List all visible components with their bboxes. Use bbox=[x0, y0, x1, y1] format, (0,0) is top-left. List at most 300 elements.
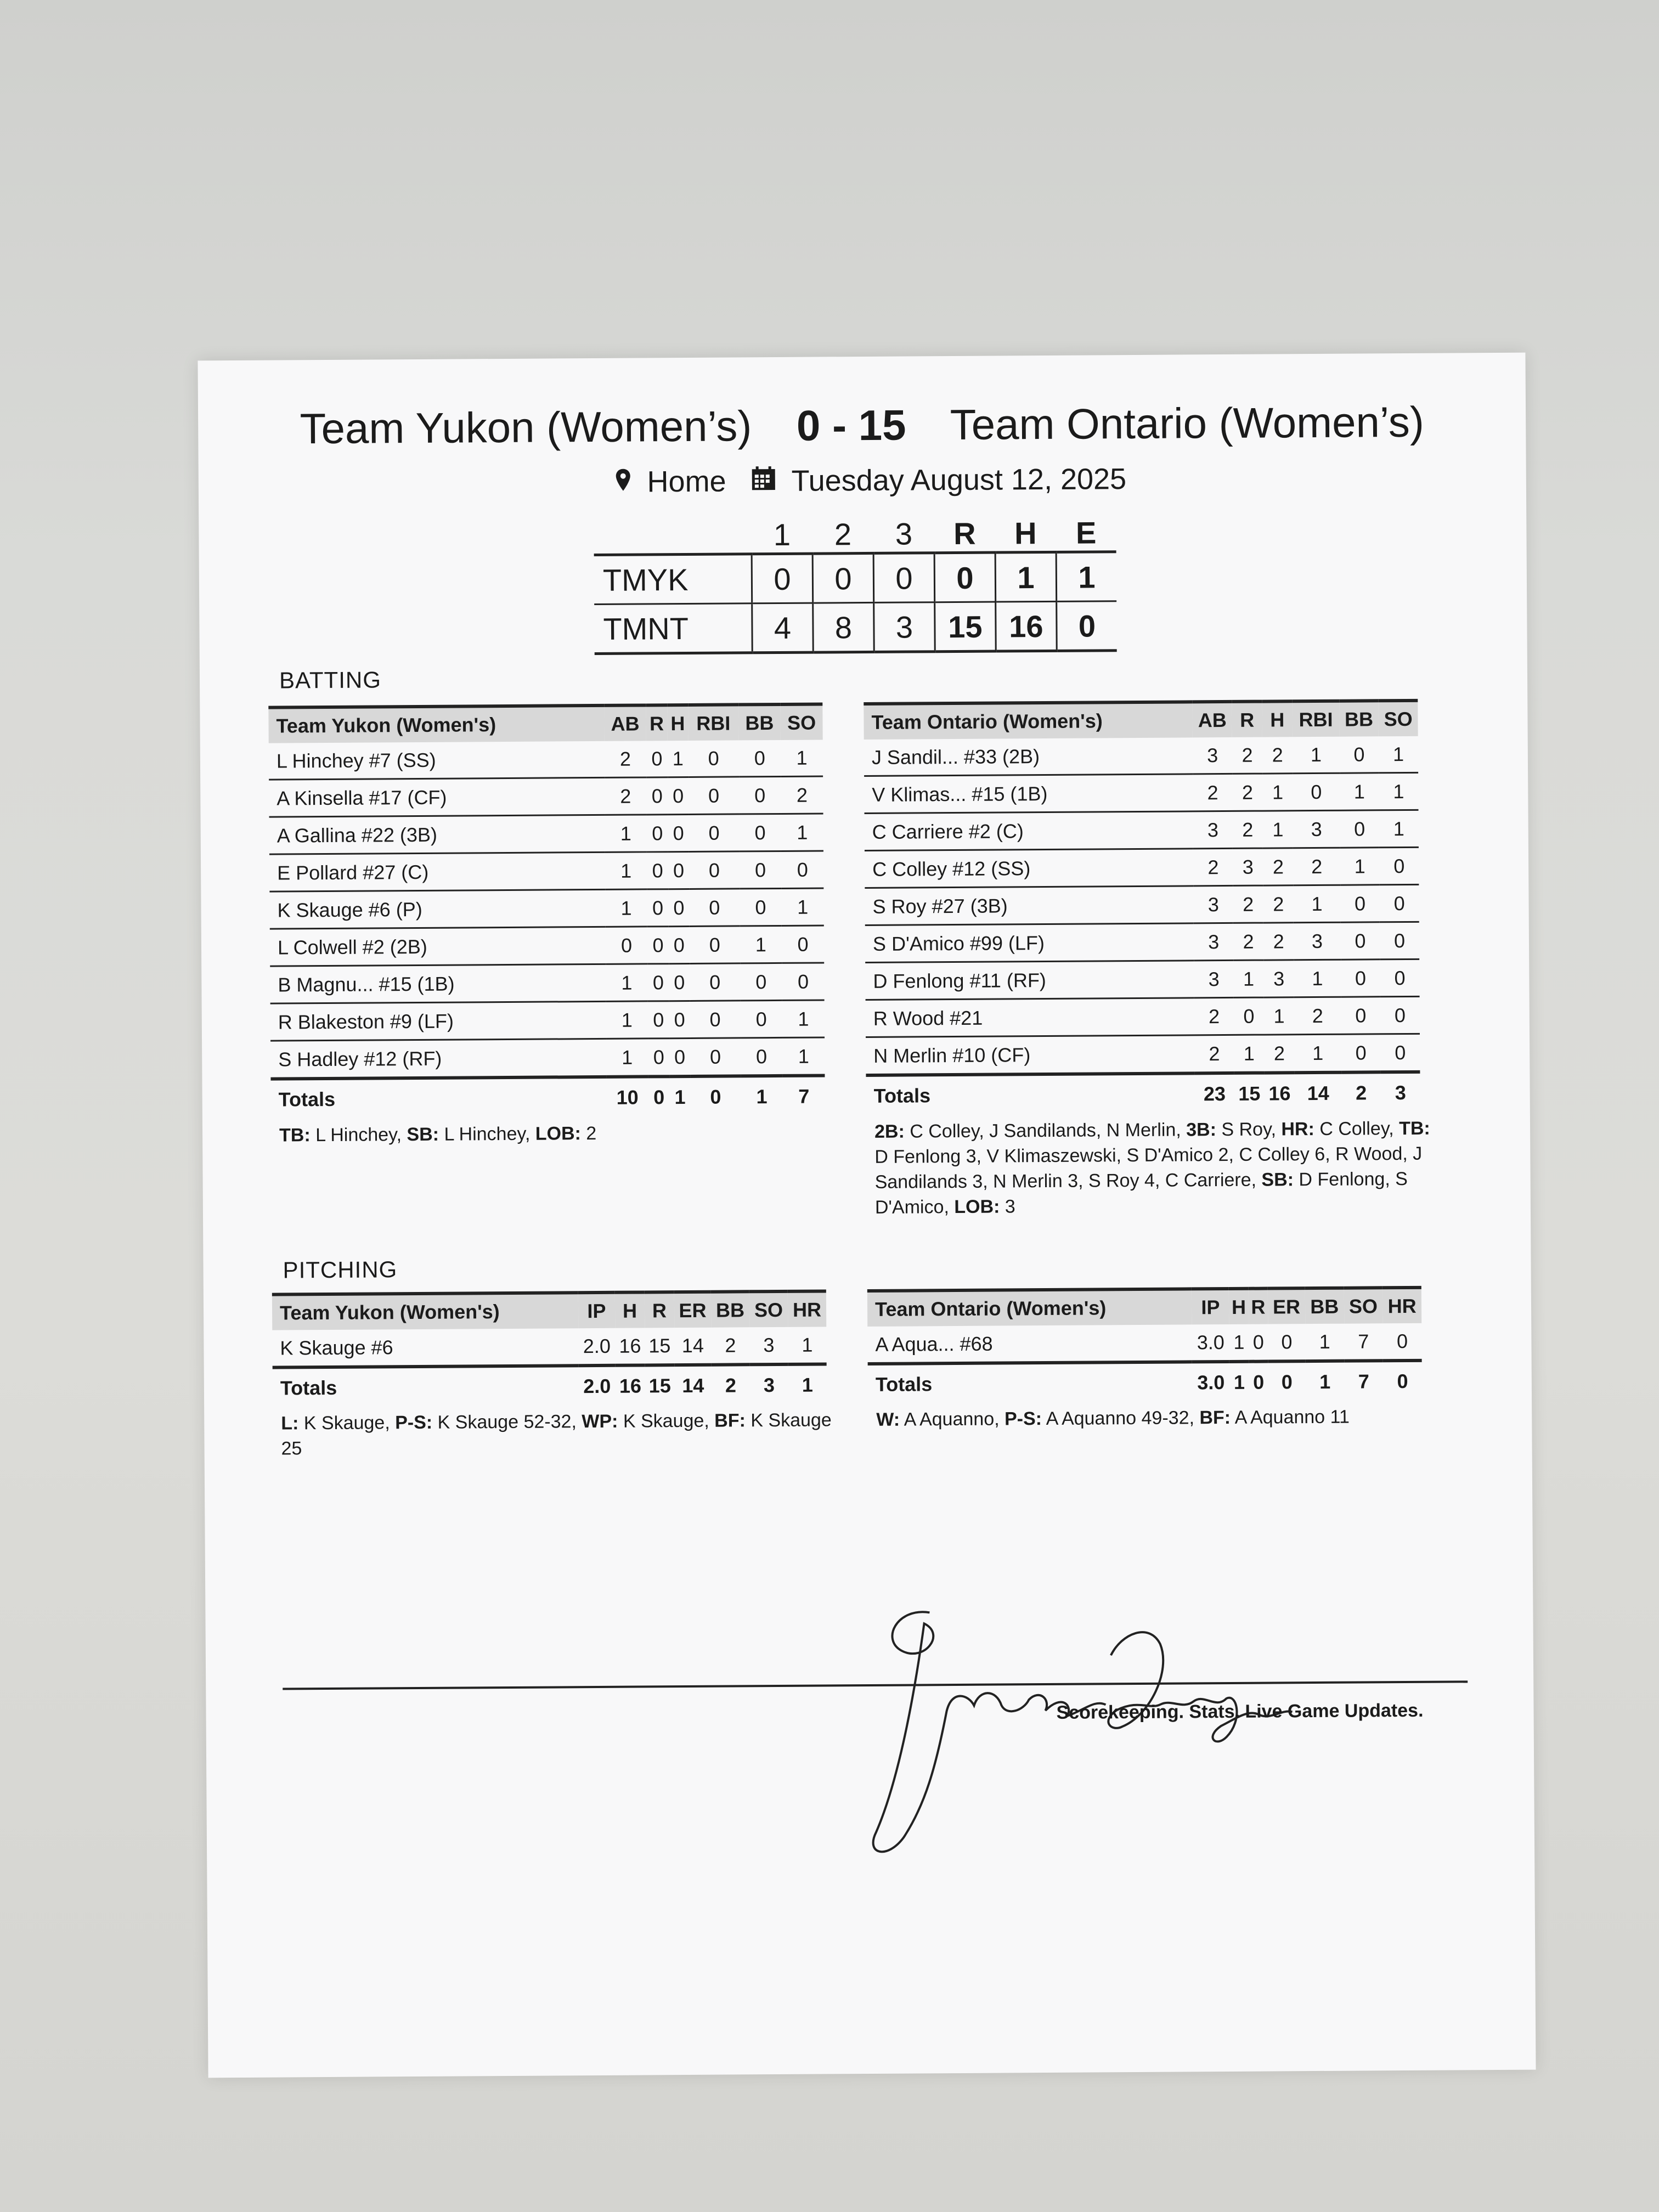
col-header: SO bbox=[749, 1291, 788, 1327]
stat-cell: 15 bbox=[645, 1328, 674, 1365]
stat-cell: 0 bbox=[1340, 810, 1379, 848]
table-row bbox=[269, 851, 823, 891]
stat-cell: 0 bbox=[1340, 922, 1380, 960]
player-name-cell: S Hadley #12 (RF) bbox=[270, 1039, 606, 1079]
note-text: S Roy, bbox=[1216, 1119, 1282, 1141]
totals-label: Totals bbox=[868, 1362, 1193, 1404]
stat-cell: 0 bbox=[689, 814, 740, 852]
stat-cell: 2 bbox=[1233, 885, 1263, 923]
team-header: Team Yukon (Women's) bbox=[272, 1293, 578, 1330]
col-header: R bbox=[1232, 702, 1262, 737]
stat-cell: 0 bbox=[1380, 884, 1419, 922]
stat-cell: 0 bbox=[781, 851, 823, 888]
stat-cell: 0 bbox=[1380, 1034, 1420, 1072]
total-cell: 16 bbox=[1265, 1073, 1295, 1113]
total-cell: 3 bbox=[1381, 1072, 1420, 1112]
stat-cell: 3 bbox=[749, 1327, 788, 1364]
hits-cell: 16 bbox=[996, 601, 1057, 651]
stat-cell: 2 bbox=[1232, 737, 1263, 774]
stat-cell: 0 bbox=[1380, 922, 1419, 959]
col-header: H bbox=[1229, 1289, 1249, 1324]
col-header: H bbox=[667, 705, 689, 741]
col-header: R bbox=[646, 705, 668, 741]
total-cell: 0 bbox=[1383, 1361, 1422, 1401]
note-text: A Aquanno 11 bbox=[1230, 1406, 1350, 1428]
col-header: BB bbox=[1305, 1288, 1344, 1324]
note-label: 3B: bbox=[1186, 1119, 1217, 1141]
errors-cell: 1 bbox=[1056, 552, 1116, 602]
team-header: Team Ontario (Women's) bbox=[864, 702, 1193, 740]
stat-cell: 1 bbox=[788, 1327, 826, 1364]
inning-header: 3 bbox=[895, 516, 913, 551]
note-label: BF: bbox=[1199, 1407, 1231, 1429]
total-cell: 1 bbox=[669, 1076, 691, 1116]
player-name-cell: A Gallina #22 (3B) bbox=[269, 815, 605, 854]
stat-cell: 0 bbox=[740, 888, 782, 926]
stat-cell: 1 bbox=[781, 740, 823, 776]
player-name-cell: A Aqua... #68 bbox=[867, 1324, 1192, 1364]
stat-cell: 0 bbox=[605, 927, 647, 964]
stat-cell: 3 bbox=[1263, 960, 1294, 997]
table-row bbox=[270, 1037, 825, 1079]
note-label: HR: bbox=[1281, 1119, 1314, 1140]
total-cell: 0 bbox=[648, 1076, 670, 1116]
col-header: SO bbox=[1379, 701, 1418, 736]
stat-cell: 0 bbox=[690, 1001, 741, 1039]
note-text: K Skauge 25 bbox=[281, 1409, 837, 1459]
stat-cell: 0 bbox=[1341, 997, 1380, 1034]
total-cell: 23 bbox=[1195, 1073, 1234, 1113]
col-header: R bbox=[1249, 1289, 1268, 1324]
stat-cell: 2 bbox=[604, 741, 646, 777]
total-cell: 0 bbox=[1249, 1362, 1268, 1402]
total-cell: 16 bbox=[616, 1365, 645, 1405]
player-name-cell: C Carriere #2 (C) bbox=[865, 811, 1194, 851]
stat-cell: 1 bbox=[1263, 811, 1294, 848]
yukon-batting-notes bbox=[279, 1119, 839, 1148]
stat-cell: 0 bbox=[1380, 959, 1419, 996]
note-label: W: bbox=[876, 1409, 900, 1430]
stat-cell: 2 bbox=[1264, 1035, 1295, 1073]
stat-cell: 1 bbox=[1293, 737, 1340, 774]
table-row bbox=[270, 963, 824, 1003]
stat-cell: 3 bbox=[1233, 848, 1263, 885]
stat-cell: 0 bbox=[668, 777, 689, 814]
team-abbrev: TMNT bbox=[594, 603, 752, 654]
col-header: SO bbox=[1344, 1288, 1383, 1323]
stat-cell: 2 bbox=[1233, 923, 1264, 960]
col-header: HR bbox=[788, 1291, 826, 1327]
stat-cell: 0 bbox=[1341, 960, 1380, 997]
table-row bbox=[270, 1000, 825, 1041]
table-row bbox=[865, 959, 1419, 1000]
stat-cell: 3.0 bbox=[1192, 1324, 1229, 1362]
batting-section-title: BATTING bbox=[279, 667, 382, 693]
stat-cell: 0 bbox=[668, 926, 690, 963]
totals-label: Totals bbox=[866, 1073, 1195, 1115]
stat-cell: 1 bbox=[740, 926, 782, 963]
stat-cell: 1 bbox=[1379, 736, 1418, 773]
stat-cell: 1 bbox=[782, 1000, 825, 1037]
total-cell: 2.0 bbox=[578, 1365, 616, 1406]
note-text: A Aquanno, bbox=[899, 1408, 1005, 1430]
total-cell: 14 bbox=[1295, 1073, 1342, 1113]
note-text: D Fenlong 3, V Klimaszewski, S D'Amico 2, C Colley 6, R Wood, J Sandilands 3, N Merlin 3, S Roy 4, C Carriere, bbox=[874, 1118, 1436, 1193]
stat-cell: 2 bbox=[1194, 997, 1234, 1035]
stat-cell: 1 bbox=[606, 964, 648, 1001]
stat-cell: 0 bbox=[1339, 736, 1379, 773]
col-header: ER bbox=[1268, 1288, 1305, 1324]
player-name-cell: J Sandil... #33 (2B) bbox=[864, 737, 1193, 776]
errors-cell: 0 bbox=[1057, 601, 1117, 651]
yukon-batting-table bbox=[268, 702, 825, 1119]
inning-header: 2 bbox=[834, 516, 852, 551]
player-name-cell: R Blakeston #9 (LF) bbox=[270, 1001, 606, 1041]
stat-cell: 2 bbox=[1263, 848, 1294, 885]
ontario-batting-notes bbox=[874, 1116, 1435, 1220]
note-text: L Hinchey, bbox=[438, 1123, 535, 1145]
stat-cell: 2 bbox=[1194, 1035, 1234, 1073]
stat-cell: 0 bbox=[647, 815, 668, 852]
col-header: HR bbox=[1383, 1288, 1421, 1323]
table-row bbox=[272, 1327, 826, 1367]
final-score: 0 - 15 bbox=[796, 400, 906, 450]
team-header: Team Ontario (Women's) bbox=[867, 1289, 1192, 1327]
map-pin-icon bbox=[614, 465, 631, 499]
stat-cell: 0 bbox=[1341, 1034, 1381, 1073]
inning-cell: 0 bbox=[873, 553, 935, 603]
note-label: LOB: bbox=[954, 1196, 1000, 1218]
player-name-cell: L Hinchey #7 (SS) bbox=[269, 741, 605, 780]
stat-cell: 1 bbox=[781, 814, 823, 851]
stat-cell: 0 bbox=[1383, 1323, 1422, 1361]
total-cell: 0 bbox=[1268, 1361, 1306, 1401]
ontario-pitching-table bbox=[867, 1286, 1422, 1404]
table-row bbox=[865, 847, 1419, 888]
stat-cell: 2.0 bbox=[578, 1328, 616, 1365]
stat-cell: 0 bbox=[739, 814, 781, 851]
stat-cell: 3 bbox=[1293, 810, 1340, 848]
inning-cell: 0 bbox=[752, 554, 813, 603]
stat-cell: 0 bbox=[647, 927, 669, 964]
footer-tagline: Scorekeeping. Stats. Live Game Updates. bbox=[1056, 1700, 1424, 1723]
hits-header: H bbox=[1014, 515, 1037, 550]
note-label: P-S: bbox=[1004, 1408, 1042, 1430]
total-cell: 1 bbox=[1306, 1361, 1345, 1401]
stat-cell: 3 bbox=[1193, 737, 1232, 774]
table-row bbox=[866, 1034, 1420, 1075]
stat-cell: 1 bbox=[667, 741, 689, 777]
stat-cell: 16 bbox=[615, 1328, 645, 1365]
inning-cell: 0 bbox=[812, 553, 874, 603]
total-cell: 3 bbox=[750, 1364, 788, 1404]
col-header: BB bbox=[1339, 701, 1379, 736]
col-header: BB bbox=[738, 704, 781, 740]
total-cell: 1 bbox=[1229, 1362, 1249, 1402]
note-label: LOB: bbox=[535, 1123, 582, 1144]
player-name-cell: R Wood #21 bbox=[866, 998, 1195, 1037]
col-header: BB bbox=[711, 1291, 749, 1327]
table-row bbox=[270, 926, 824, 966]
col-header: RBI bbox=[1293, 701, 1340, 737]
stat-cell: 0 bbox=[648, 1001, 669, 1039]
note-label: 2B: bbox=[874, 1121, 905, 1142]
line-score-header bbox=[594, 514, 1116, 555]
total-cell: 10 bbox=[606, 1076, 648, 1116]
note-label: WP: bbox=[582, 1410, 618, 1432]
note-text: D Fenlong, S D'Amico, bbox=[874, 1168, 1413, 1218]
note-text: K Skauge 52-32, bbox=[432, 1411, 582, 1433]
stat-cell: 0 bbox=[668, 889, 690, 926]
stat-cell: 0 bbox=[782, 963, 824, 1000]
stat-cell: 2 bbox=[1232, 774, 1263, 811]
stat-cell: 0 bbox=[738, 740, 781, 777]
col-header: RBI bbox=[688, 704, 738, 741]
note-label: L: bbox=[281, 1413, 299, 1434]
stat-cell: 0 bbox=[741, 1037, 783, 1076]
table-header-row bbox=[268, 704, 822, 743]
stat-cell: 0 bbox=[782, 926, 824, 963]
player-name-cell: S D'Amico #99 (LF) bbox=[865, 923, 1194, 963]
scoresheet-paper bbox=[198, 353, 1536, 2078]
stat-cell: 0 bbox=[740, 1000, 782, 1037]
stat-cell: 2 bbox=[1293, 848, 1340, 885]
table-header-row bbox=[864, 701, 1418, 740]
table-row bbox=[865, 884, 1419, 925]
stat-cell: 0 bbox=[1293, 773, 1340, 811]
stat-cell: 0 bbox=[690, 1038, 741, 1076]
note-text: K Skauge, bbox=[618, 1410, 715, 1432]
stat-cell: 0 bbox=[647, 852, 668, 889]
stat-cell: 1 bbox=[1294, 1034, 1341, 1073]
line-score-row bbox=[594, 552, 1117, 605]
stat-cell: 0 bbox=[689, 740, 739, 777]
player-name-cell: K Skauge #6 (P) bbox=[269, 889, 605, 929]
inning-cell: 8 bbox=[813, 602, 874, 652]
stat-cell: 1 bbox=[605, 815, 647, 852]
table-row bbox=[867, 1323, 1421, 1364]
col-header: H bbox=[615, 1292, 645, 1328]
line-score-table bbox=[594, 514, 1117, 655]
stat-cell: 2 bbox=[1294, 997, 1341, 1035]
col-header: ER bbox=[674, 1292, 712, 1328]
total-cell: 15 bbox=[645, 1365, 675, 1405]
player-name-cell: N Merlin #10 (CF) bbox=[866, 1035, 1195, 1075]
line-score-row bbox=[594, 601, 1117, 654]
note-label: BF: bbox=[714, 1410, 746, 1431]
total-cell: 15 bbox=[1234, 1073, 1265, 1113]
stat-cell: 0 bbox=[646, 741, 668, 777]
stat-cell: 0 bbox=[668, 851, 690, 889]
stat-cell: 2 bbox=[1263, 923, 1294, 960]
stat-cell: 14 bbox=[674, 1328, 712, 1365]
col-header: IP bbox=[578, 1293, 616, 1328]
stat-cell: 0 bbox=[739, 776, 781, 814]
table-row bbox=[865, 810, 1419, 850]
stat-cell: 1 bbox=[606, 1039, 648, 1077]
stat-cell: 0 bbox=[689, 889, 740, 927]
stat-cell: 1 bbox=[1379, 772, 1418, 810]
stat-cell: 2 bbox=[1193, 848, 1233, 885]
note-text: C Colley, J Sandilands, N Merlin, bbox=[904, 1119, 1187, 1142]
total-cell: 2 bbox=[712, 1364, 750, 1404]
calendar-icon bbox=[751, 464, 776, 498]
totals-row bbox=[866, 1072, 1420, 1115]
stat-cell: 0 bbox=[1380, 996, 1420, 1034]
player-name-cell: A Kinsella #17 (CF) bbox=[269, 777, 605, 817]
game-info bbox=[199, 460, 1526, 502]
stat-cell: 0 bbox=[648, 1039, 669, 1077]
inning-header: 1 bbox=[773, 517, 791, 552]
stat-cell: 1 bbox=[1264, 997, 1295, 1035]
total-cell: 2 bbox=[1341, 1072, 1381, 1112]
runs-header: R bbox=[953, 516, 976, 551]
stat-cell: 0 bbox=[1234, 997, 1265, 1035]
hits-cell: 1 bbox=[995, 552, 1057, 602]
stat-cell: 0 bbox=[739, 851, 781, 888]
inning-cell: 4 bbox=[752, 603, 814, 653]
table-header-row bbox=[272, 1291, 826, 1330]
stat-cell: 0 bbox=[690, 926, 740, 964]
stat-cell: 1 bbox=[782, 888, 824, 926]
player-name-cell: V Klimas... #15 (1B) bbox=[864, 774, 1193, 814]
total-cell: 7 bbox=[1344, 1361, 1383, 1401]
stat-cell: 2 bbox=[1193, 774, 1233, 811]
signature-image bbox=[864, 1599, 1359, 1868]
stat-cell: 2 bbox=[1263, 885, 1294, 923]
stat-cell: 1 bbox=[1233, 960, 1264, 997]
stat-cell: 3 bbox=[1194, 923, 1233, 960]
note-text: L Hinchey, bbox=[310, 1124, 407, 1146]
stat-cell: 0 bbox=[689, 777, 739, 815]
note-label: TB: bbox=[1399, 1118, 1430, 1139]
stat-cell: 0 bbox=[690, 963, 740, 1001]
note-text: 3 bbox=[1000, 1196, 1015, 1217]
table-header-row bbox=[867, 1288, 1421, 1327]
stat-cell: 1 bbox=[1340, 773, 1379, 810]
stat-cell: 1 bbox=[606, 1001, 648, 1039]
stat-cell: 0 bbox=[1249, 1324, 1268, 1362]
player-name-cell: C Colley #12 (SS) bbox=[865, 849, 1194, 888]
col-header: AB bbox=[1193, 702, 1232, 737]
stat-cell: 2 bbox=[781, 776, 823, 814]
runs-cell: 0 bbox=[934, 552, 996, 602]
stat-cell: 1 bbox=[1379, 810, 1419, 847]
stat-cell: 3 bbox=[1194, 960, 1234, 997]
stat-cell: 2 bbox=[711, 1327, 749, 1364]
team-abbrev: TMYK bbox=[594, 554, 752, 605]
col-header: SO bbox=[781, 704, 823, 740]
total-cell: 14 bbox=[674, 1365, 712, 1405]
player-name-cell: K Skauge #6 bbox=[272, 1328, 578, 1367]
col-header: H bbox=[1262, 701, 1293, 737]
player-name-cell: B Magnu... #15 (1B) bbox=[270, 964, 606, 1003]
player-name-cell: D Fenlong #11 (RF) bbox=[865, 961, 1194, 1000]
table-row bbox=[864, 736, 1418, 776]
col-header: AB bbox=[604, 705, 646, 741]
stat-cell: 1 bbox=[1229, 1324, 1249, 1362]
stat-cell: 7 bbox=[1344, 1323, 1383, 1361]
stat-cell: 0 bbox=[648, 964, 669, 1001]
stat-cell: 0 bbox=[669, 1038, 691, 1076]
total-cell: 1 bbox=[741, 1076, 783, 1116]
stat-cell: 1 bbox=[1294, 960, 1341, 997]
stat-cell: 1 bbox=[1234, 1035, 1265, 1073]
player-name-cell: E Pollard #27 (C) bbox=[269, 852, 605, 891]
totals-row bbox=[273, 1364, 827, 1407]
stat-cell: 0 bbox=[669, 963, 690, 1001]
table-row bbox=[269, 888, 823, 929]
stat-cell: 1 bbox=[1340, 848, 1380, 885]
stat-cell: 0 bbox=[1379, 847, 1419, 884]
stat-cell: 0 bbox=[668, 814, 689, 851]
home-team-name: Team Yukon (Women’s) bbox=[300, 402, 752, 453]
player-name-cell: S Roy #27 (3B) bbox=[865, 886, 1194, 926]
yukon-pitching-notes bbox=[281, 1407, 841, 1461]
totals-label: Totals bbox=[270, 1077, 606, 1119]
stat-cell: 1 bbox=[605, 889, 647, 927]
inning-cell: 3 bbox=[874, 602, 935, 652]
table-row bbox=[269, 814, 823, 854]
total-cell: 3.0 bbox=[1192, 1362, 1229, 1402]
ontario-pitching-notes bbox=[876, 1404, 1436, 1432]
game-location: Home bbox=[647, 465, 726, 499]
note-text: K Skauge, bbox=[298, 1412, 396, 1434]
totals-label: Totals bbox=[273, 1365, 579, 1407]
team-header: Team Yukon (Women's) bbox=[268, 706, 604, 743]
note-label: TB: bbox=[279, 1125, 311, 1146]
table-row bbox=[269, 776, 823, 817]
stat-cell: 1 bbox=[1294, 885, 1341, 923]
stat-cell: 2 bbox=[605, 777, 647, 815]
note-label: SB: bbox=[1261, 1169, 1294, 1190]
stat-cell: 1 bbox=[1262, 774, 1293, 811]
table-row bbox=[866, 996, 1420, 1037]
stat-cell: 0 bbox=[689, 851, 740, 889]
stat-cell: 2 bbox=[1262, 737, 1293, 774]
ontario-batting-table bbox=[864, 699, 1420, 1115]
away-team-name: Team Ontario (Women’s) bbox=[950, 397, 1425, 449]
table-row bbox=[269, 740, 823, 780]
errors-header: E bbox=[1075, 515, 1097, 550]
note-label: P-S: bbox=[395, 1412, 433, 1434]
total-cell: 7 bbox=[783, 1075, 825, 1115]
totals-row bbox=[868, 1361, 1422, 1404]
stat-cell: 0 bbox=[1268, 1324, 1305, 1361]
yukon-pitching-table bbox=[272, 1289, 827, 1407]
table-row bbox=[864, 772, 1418, 813]
total-cell: 1 bbox=[788, 1364, 827, 1404]
player-name-cell: L Colwell #2 (2B) bbox=[270, 927, 606, 966]
pitching-section-title: PITCHING bbox=[283, 1256, 398, 1283]
stat-cell: 0 bbox=[646, 777, 668, 815]
note-label: SB: bbox=[407, 1124, 439, 1146]
totals-row bbox=[270, 1075, 825, 1119]
table-row bbox=[865, 922, 1419, 962]
col-header: IP bbox=[1192, 1289, 1229, 1324]
total-cell: 0 bbox=[691, 1076, 741, 1116]
stat-cell: 1 bbox=[782, 1037, 825, 1076]
game-date: Tuesday August 12, 2025 bbox=[791, 462, 1127, 498]
stat-cell: 0 bbox=[1340, 885, 1380, 922]
stat-cell: 0 bbox=[740, 963, 782, 1000]
stat-cell: 3 bbox=[1193, 811, 1233, 848]
runs-cell: 15 bbox=[935, 602, 996, 652]
note-text: 2 bbox=[580, 1123, 597, 1144]
stat-cell: 3 bbox=[1294, 922, 1341, 960]
col-header: R bbox=[645, 1292, 674, 1328]
stat-cell: 0 bbox=[669, 1001, 690, 1038]
